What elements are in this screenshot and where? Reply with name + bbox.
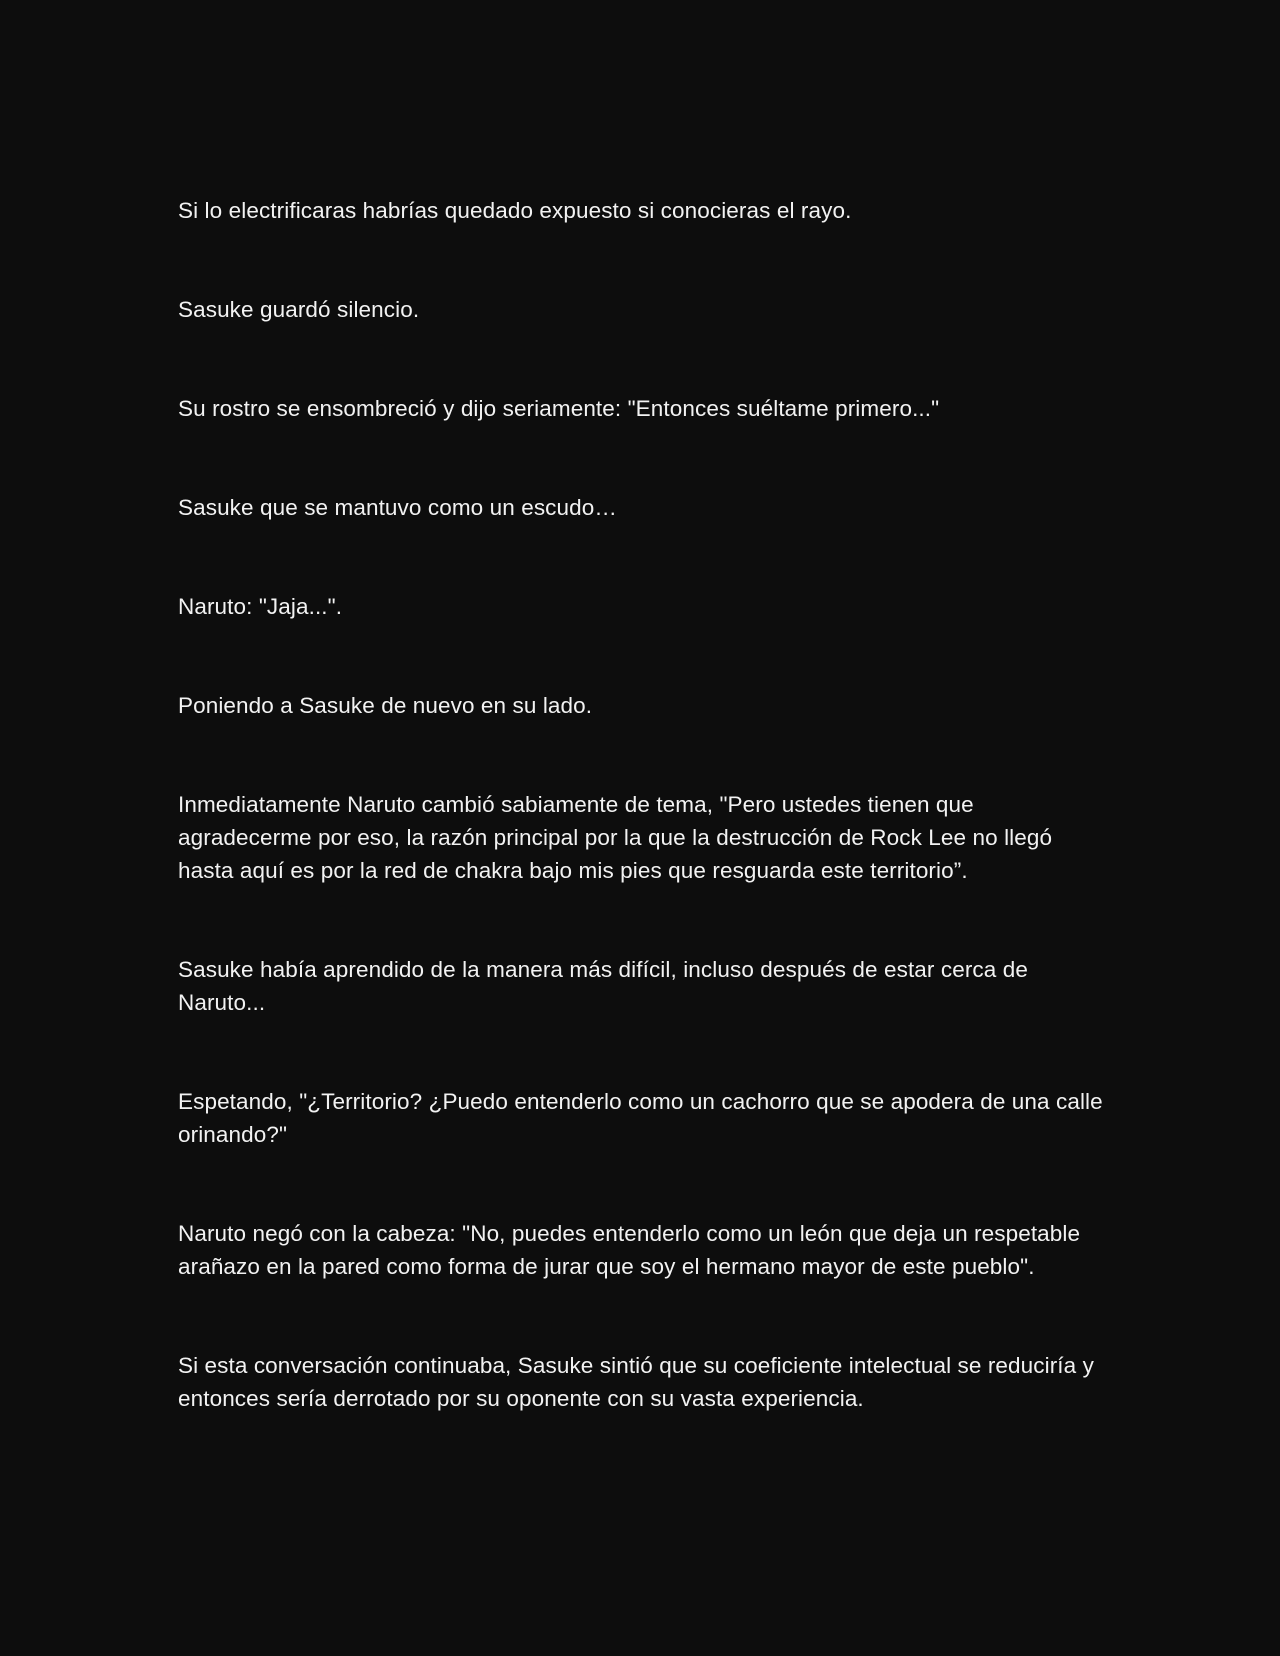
- paragraph: Sasuke guardó silencio.: [178, 297, 420, 322]
- text-body: [178, 194, 1108, 1415]
- paragraph: Su rostro se ensombreció y dijo seriamente: "Entonces suéltame primero...": [178, 396, 940, 421]
- paragraph: Si lo electrificaras habrías quedado expuesto si conocieras el rayo.: [178, 198, 852, 223]
- paragraph: Inmediatamente Naruto cambió sabiamente de tema, "Pero ustedes tienen que agradecerme por eso, la razón principal por la que la destrucción de Rock Lee no llegó hasta aquí es por la red de chakra bajo mis pies que resguarda este territorio”.: [178, 792, 1053, 883]
- paragraph: Naruto negó con la cabeza: "No, puedes entenderlo como un león que deja un respetable arañazo en la pared como forma de jurar que soy el hermano mayor de este pueblo".: [178, 1221, 1081, 1279]
- paragraph: Poniendo a Sasuke de nuevo en su lado.: [178, 693, 593, 718]
- paragraph: Sasuke que se mantuvo como un escudo…: [178, 495, 617, 520]
- paragraph: Si esta conversación continuaba, Sasuke sintió que su coeficiente intelectual se reduciría y entonces sería derrotado por su oponente con su vasta experiencia.: [178, 1353, 1094, 1411]
- paragraph: Espetando, "¿Territorio? ¿Puedo entenderlo como un cachorro que se apodera de una calle orinando?": [178, 1089, 1103, 1147]
- paragraph: Sasuke había aprendido de la manera más difícil, incluso después de estar cerca de Naruto...: [178, 957, 1028, 1015]
- paragraph: Naruto: "Jaja...".: [178, 594, 343, 619]
